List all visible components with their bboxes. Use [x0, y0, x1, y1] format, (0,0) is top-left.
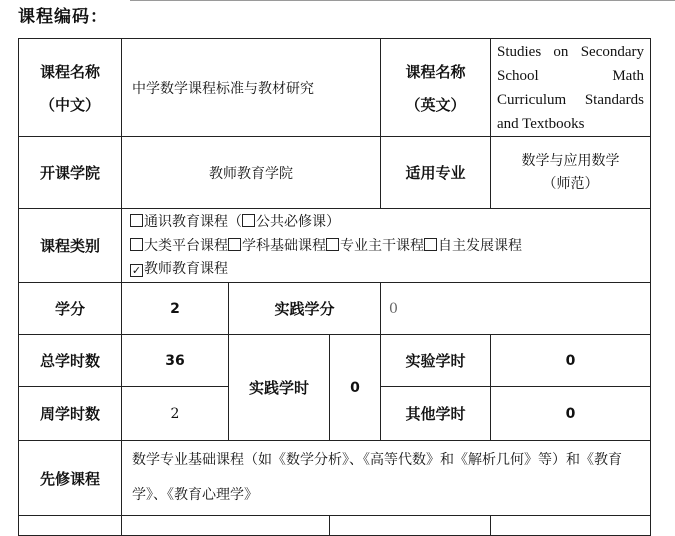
- category-option-label: 公共必修课）: [256, 214, 340, 230]
- category-checkbox[interactable]: [242, 214, 255, 227]
- other-hours-label: 其他学时: [381, 387, 491, 441]
- prereq-label: 先修课程: [19, 441, 122, 516]
- total-hours-label: 总学时数: [19, 335, 122, 387]
- total-hours-row: [19, 335, 651, 387]
- category-line-3: [130, 258, 650, 282]
- major-line-2: （师范）: [542, 175, 599, 192]
- category-option-label: 教师教育课程: [144, 261, 228, 277]
- practice-credit-value: 0: [381, 283, 651, 335]
- category-checkbox[interactable]: [228, 238, 241, 251]
- credit-label: 学分: [19, 283, 122, 335]
- category-option-label: 专业主干课程: [340, 237, 424, 254]
- major-line-1: 数学与应用数学: [521, 152, 620, 169]
- course-code-heading: 课程编码：: [18, 7, 108, 27]
- top-rule: [130, 0, 675, 1]
- name-cn-label-cell: [19, 39, 122, 137]
- category-checkbox[interactable]: [130, 238, 143, 251]
- college-value: 教师教育学院: [122, 137, 381, 209]
- other-hours-value: 0: [491, 387, 651, 441]
- weekly-hours-label: 周学时数: [19, 387, 122, 441]
- lab-hours-value: 0: [491, 335, 651, 387]
- credit-row: [19, 283, 651, 335]
- practice-credit-label: 实践学分: [229, 283, 381, 335]
- practice-hours-value: 0: [330, 335, 381, 441]
- name-en-sub: （英文）: [405, 95, 466, 114]
- practice-hours-label: 实践学时: [229, 335, 330, 441]
- weekly-hours-value: 2: [122, 387, 229, 441]
- category-checkbox[interactable]: ✓: [131, 264, 142, 277]
- total-hours-value: 36: [122, 335, 229, 387]
- category-option-label: 通识教育课程（: [144, 214, 242, 230]
- name-en-label-cell: [381, 39, 491, 137]
- name-cn-value: 中学数学课程标准与教材研究: [122, 39, 381, 137]
- name-cn-label: 课程名称: [39, 62, 100, 81]
- major-value-cell: [491, 137, 651, 209]
- prereq-value: 数学专业基础课程（如《数学分析》、《高等代数》和《解析几何》等）和《教育学》、《教育心理学》: [122, 441, 651, 516]
- category-options: [122, 209, 651, 283]
- category-row: [19, 209, 651, 283]
- course-name-row: [19, 39, 651, 137]
- category-line-2: [130, 235, 650, 259]
- name-cn-sub: （中文）: [39, 95, 100, 114]
- college-label: 开课学院: [19, 137, 122, 209]
- category-label: 课程类别: [19, 209, 122, 283]
- lab-hours-label: 实验学时: [381, 335, 491, 387]
- major-label: 适用专业: [381, 137, 491, 209]
- course-info-table: [18, 38, 651, 536]
- category-checkbox[interactable]: [130, 214, 143, 227]
- category-option-label: 学科基础课程: [242, 237, 326, 254]
- prereq-row: [19, 441, 651, 516]
- name-en-label: 课程名称: [405, 62, 466, 81]
- category-checkbox[interactable]: [326, 238, 339, 251]
- category-option-label: 自主发展课程: [438, 237, 522, 254]
- credit-value: 2: [122, 283, 229, 335]
- category-option-label: 大类平台课程: [144, 237, 228, 254]
- college-row: [19, 137, 651, 209]
- name-en-value: Studies on Secondary School Math Curriculum Standards and Textbooks: [491, 39, 651, 137]
- category-checkbox[interactable]: [424, 238, 437, 251]
- category-line-1: [130, 211, 650, 235]
